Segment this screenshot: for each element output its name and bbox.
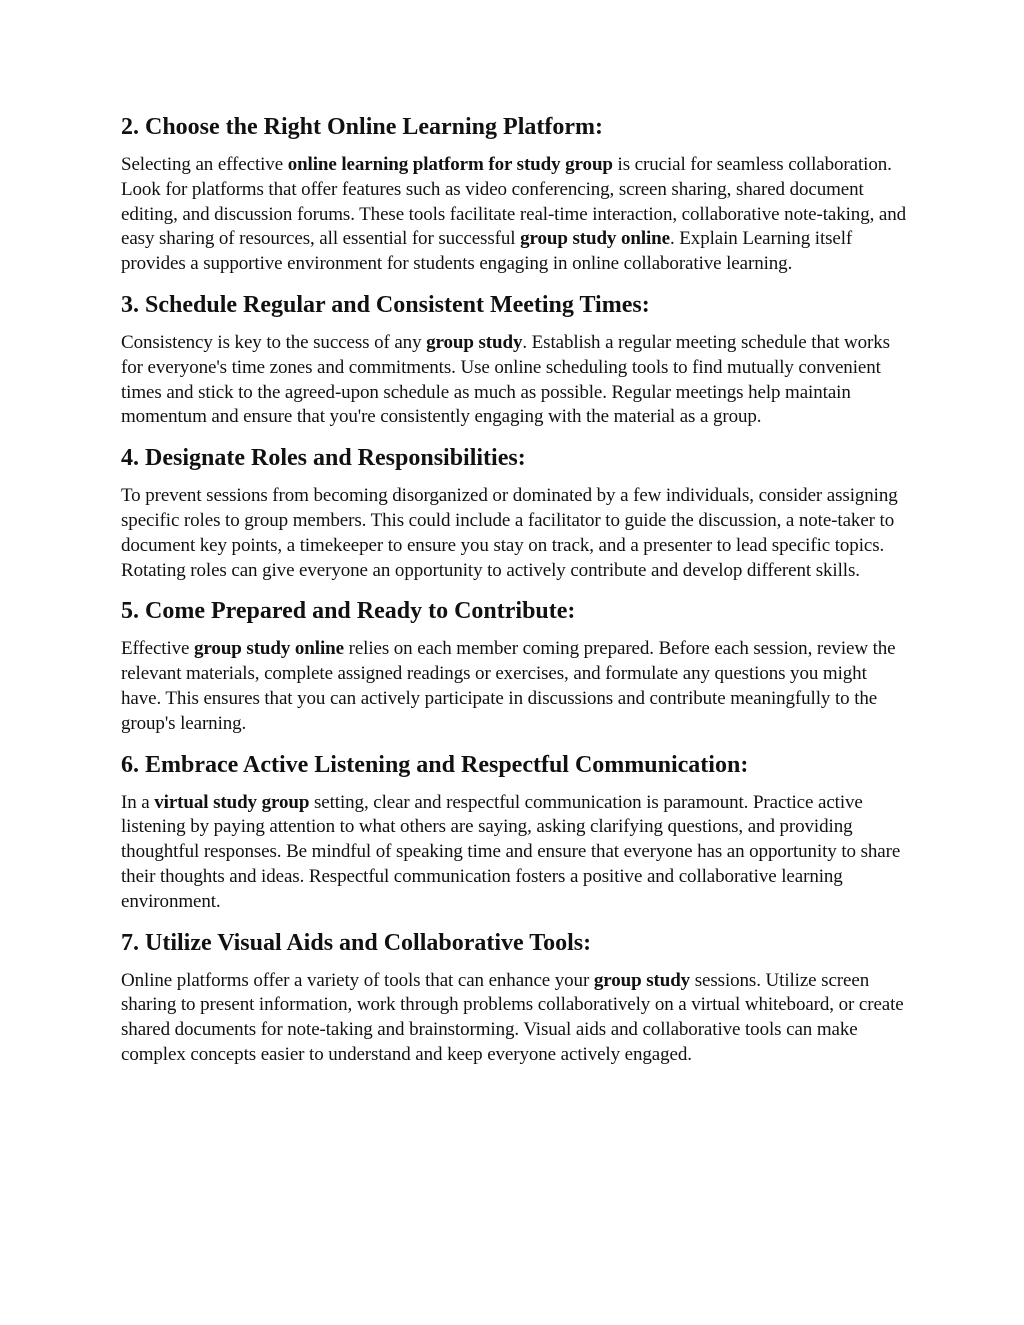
text-run: sessions. Utilize screen sharing to present information, work through problems collaboratively on a virtual whiteboard, or create shared documents for note-taking and brainstorming. Visual aids and collaborative tools can make complex concepts easier to understand and keep everyone actively engaged. [121,969,904,1065]
section-paragraph [121,969,911,1068]
text-run: In a [121,791,155,813]
section-schedule [121,290,911,430]
bold-keyword: online learning platform for study group [287,154,613,175]
document-page [121,112,911,1081]
text-run: Consistency is key to the success of any [121,331,427,353]
text-run: Online platforms offer a variety of tools that can enhance your [121,969,594,991]
bold-keyword: group study [593,969,691,991]
bold-keyword: group study online [194,638,344,660]
text-run: . Establish a regular meeting schedule that works for everyone's time zones and commitments. Use online scheduling tools to find mutually convenient times and stick to the agreed-upon schedule as much as possible. Regular meetings help maintain momentum and ensure that you're consistently engaging with the material as a group. [121,331,890,428]
section-communication [121,750,911,915]
text-run: . Explain Learning itself provides a supportive environment for students engaging in online collaborative learning. [121,228,853,275]
section-paragraph [121,637,911,736]
text-run: is crucial for seamless collaboration. Look for platforms that offer features such as video conferencing, screen sharing, shared document editing, and discussion forums. These tools facilitate real-time interaction, collaborative note-taking, and easy sharing of resources, all essential for successful [121,154,907,250]
text-run: Effective [121,638,195,660]
text-run: setting, clear and respectful communication is paramount. Practice active listening by paying attention to what others are saying, asking clarifying questions, and providing thoughtful responses. Be mindful of speaking time and ensure that everyone has an opportunity to share their thoughts and ideas. Respectful communication fosters a positive and collaborative learning environment. [121,791,901,912]
section-paragraph [121,153,911,277]
bold-keyword: virtual study group [154,791,310,813]
section-visual-aids [121,928,911,1068]
section-roles [121,443,911,583]
section-paragraph [121,484,911,583]
text-run: Selecting an effective [121,154,288,175]
section-heading: 3. Schedule Regular and Consistent Meeting Times: [121,291,650,318]
text-run: To prevent sessions from becoming disorganized or dominated by a few individuals, consider assigning specific roles to group members. This could include a facilitator to guide the discussion, a note-taker to document key points, a timekeeper to ensure you stay on track, and a presenter to lead specific topics. Rotating roles can give everyone an opportunity to actively contribute and develop different skills. [121,485,898,581]
section-heading: 4. Designate Roles and Responsibilities: [121,445,526,472]
bold-keyword: group study online [520,228,670,250]
section-paragraph [121,331,911,430]
section-heading: 7. Utilize Visual Aids and Collaborative Tools: [121,929,592,956]
text-run: relies on each member coming prepared. Before each session, review the relevant materials, complete assigned readings or exercises, and formulate any questions you might have. This ensures that you can actively participate in discussions and contribute meaningfully to the group's learning. [121,638,896,734]
section-paragraph [121,791,911,915]
section-platform [121,112,911,277]
section-heading: 2. Choose the Right Online Learning Platform: [121,114,603,140]
section-prepared [121,596,911,736]
bold-keyword: group study [426,331,523,353]
section-heading: 5. Come Prepared and Ready to Contribute: [121,598,576,625]
section-heading: 6. Embrace Active Listening and Respectful Communication: [121,751,749,778]
